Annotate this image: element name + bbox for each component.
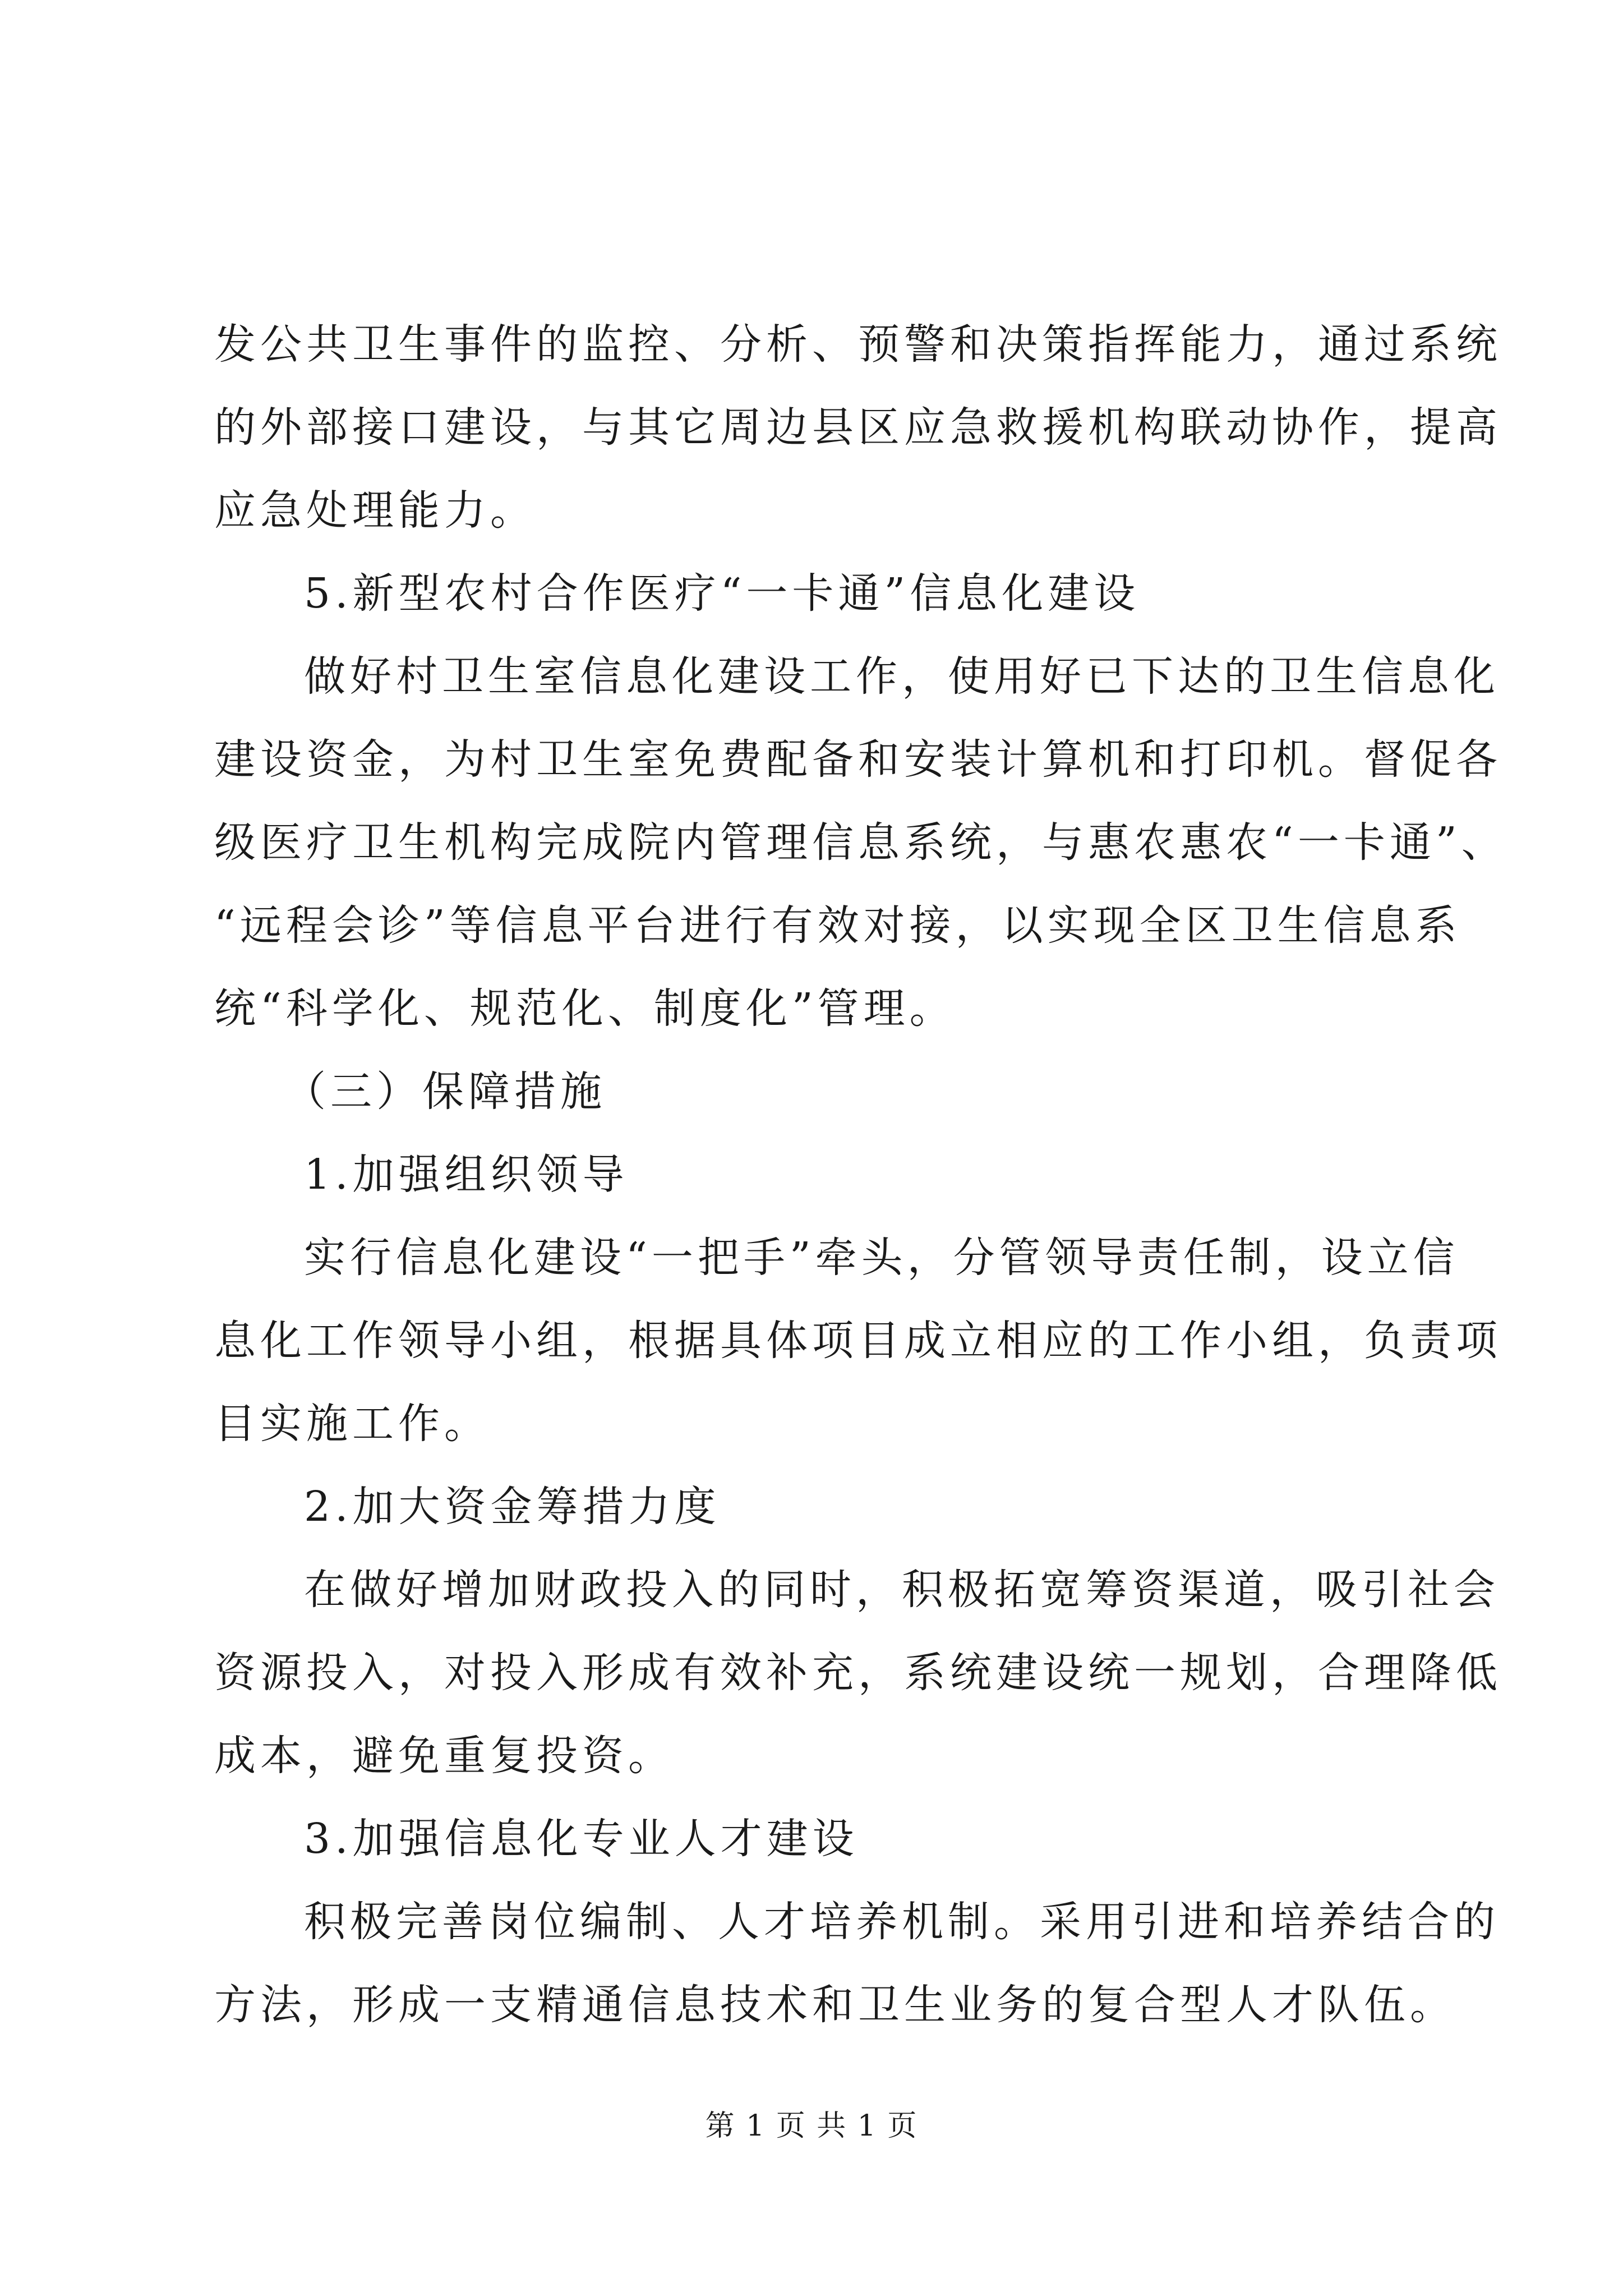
text-line: 在做好增加财政投入的同时，积极拓宽筹资渠道，吸引社会	[304, 1566, 1500, 1614]
text-line: “远程会诊”等信息平台进行有效对接，以实现全区卫生信息系	[214, 901, 1461, 950]
section-heading: 3.加强信息化专业人才建设	[304, 1815, 859, 1863]
text-line: 的外部接口建设，与其它周边县区应急救援机构联动协作，提高	[214, 403, 1502, 452]
text-line: 建设资金，为村卫生室免费配备和安装计算机和打印机。督促各	[214, 735, 1502, 784]
text-line: 息化工作领导小组，根据具体项目成立相应的工作小组，负责项	[214, 1317, 1502, 1365]
text-line: 发公共卫生事件的监控、分析、预警和决策指挥能力，通过系统	[214, 320, 1502, 369]
section-heading: 5.新型农村合作医疗“一卡通”信息化建设	[304, 569, 1140, 618]
text-line: 应急处理能力。	[214, 486, 536, 535]
text-line: 做好村卫生室信息化建设工作，使用好已下达的卫生信息化	[304, 652, 1500, 701]
text-line: 资源投入，对投入形成有效补充，系统建设统一规划，合理降低	[214, 1649, 1502, 1697]
text-line: 目实施工作。	[214, 1400, 490, 1448]
text-line: 统“科学化、规范化、制度化”管理。	[214, 984, 956, 1033]
document-body	[214, 303, 1507, 2046]
text-line: 实行信息化建设“一把手”牵头，分管领导责任制，设立信	[304, 1234, 1459, 1282]
section-heading: 2.加大资金筹措力度	[304, 1483, 721, 1531]
page-footer: 第 1 页 共 1 页	[705, 2109, 918, 2143]
text-line: 级医疗卫生机构完成院内管理信息系统，与惠农惠农“一卡通”、	[214, 818, 1507, 867]
section-heading: （三）保障措施	[284, 1068, 606, 1116]
text-line: 成本，避免重复投资。	[214, 1732, 674, 1780]
section-heading: 1.加强组织领导	[304, 1151, 629, 1199]
text-line: 方法，形成一支精通信息技术和卫生业务的复合型人才队伍。	[214, 1981, 1456, 2029]
text-line: 积极完善岗位编制、人才培养机制。采用引进和培养结合的	[304, 1898, 1500, 1946]
